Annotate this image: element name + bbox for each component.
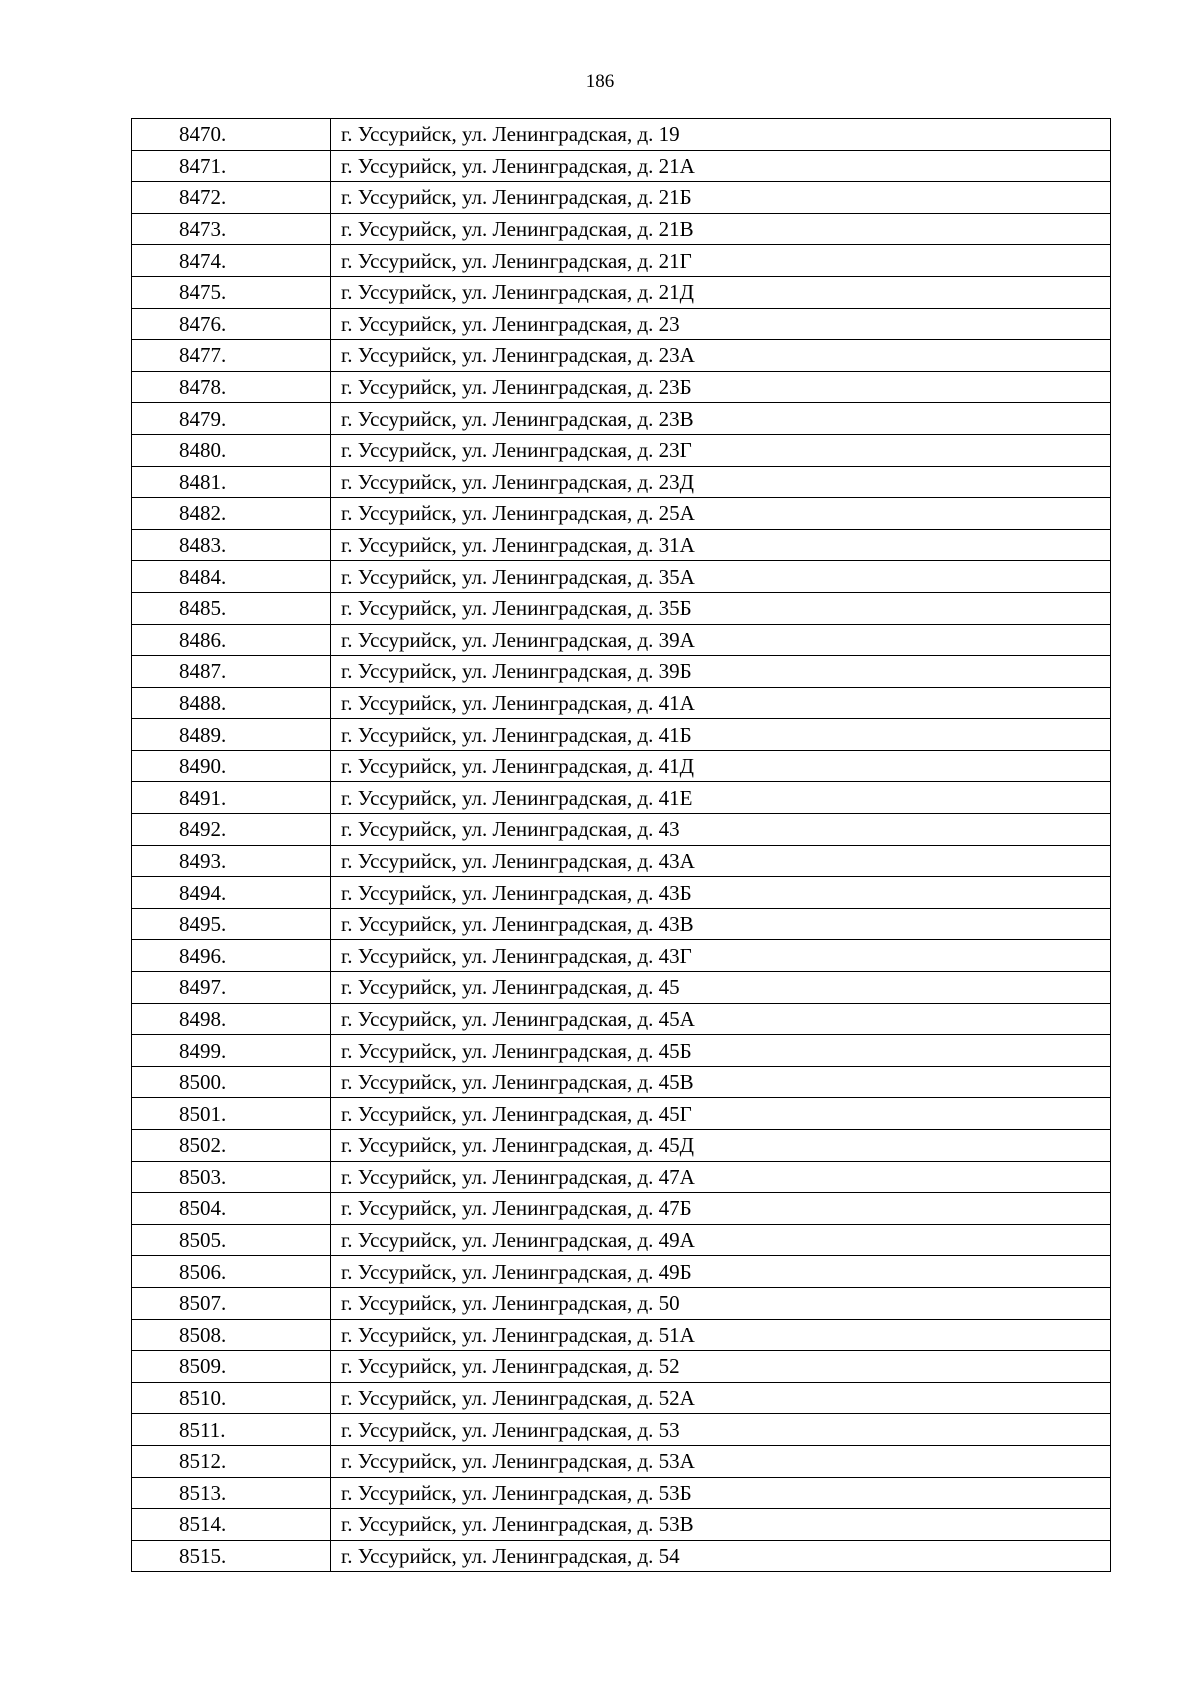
address-cell: г. Уссурийск, ул. Ленинградская, д. 39А xyxy=(331,624,1111,656)
address-cell: г. Уссурийск, ул. Ленинградская, д. 19 xyxy=(331,119,1111,151)
row-number-cell: 8481. xyxy=(132,466,331,498)
address-cell: г. Уссурийск, ул. Ленинградская, д. 41А xyxy=(331,687,1111,719)
address-cell: г. Уссурийск, ул. Ленинградская, д. 52А xyxy=(331,1382,1111,1414)
row-number-cell: 8499. xyxy=(132,1035,331,1067)
address-cell: г. Уссурийск, ул. Ленинградская, д. 45Б xyxy=(331,1035,1111,1067)
table-row xyxy=(132,750,1111,782)
table-row xyxy=(132,814,1111,846)
table-row xyxy=(132,1130,1111,1162)
table-row xyxy=(132,908,1111,940)
row-number-cell: 8510. xyxy=(132,1382,331,1414)
table-row xyxy=(132,276,1111,308)
address-cell: г. Уссурийск, ул. Ленинградская, д. 45 xyxy=(331,972,1111,1004)
table-row xyxy=(132,434,1111,466)
table-row xyxy=(132,1445,1111,1477)
row-number-cell: 8472. xyxy=(132,182,331,214)
table-row xyxy=(132,498,1111,530)
address-cell: г. Уссурийск, ул. Ленинградская, д. 43В xyxy=(331,908,1111,940)
row-number-cell: 8511. xyxy=(132,1414,331,1446)
table-row xyxy=(132,245,1111,277)
address-cell: г. Уссурийск, ул. Ленинградская, д. 25А xyxy=(331,498,1111,530)
table-row xyxy=(132,182,1111,214)
table-row xyxy=(132,1351,1111,1383)
row-number-cell: 8476. xyxy=(132,308,331,340)
row-number-cell: 8490. xyxy=(132,750,331,782)
address-cell: г. Уссурийск, ул. Ленинградская, д. 39Б xyxy=(331,656,1111,688)
table-row xyxy=(132,213,1111,245)
address-cell: г. Уссурийск, ул. Ленинградская, д. 43А xyxy=(331,845,1111,877)
row-number-cell: 8486. xyxy=(132,624,331,656)
address-cell: г. Уссурийск, ул. Ленинградская, д. 41Е xyxy=(331,782,1111,814)
table-row xyxy=(132,1319,1111,1351)
row-number-cell: 8497. xyxy=(132,972,331,1004)
table-row xyxy=(132,1509,1111,1541)
table-row xyxy=(132,972,1111,1004)
table-row xyxy=(132,782,1111,814)
table-row xyxy=(132,1540,1111,1572)
address-cell: г. Уссурийск, ул. Ленинградская, д. 52 xyxy=(331,1351,1111,1383)
address-cell: г. Уссурийск, ул. Ленинградская, д. 45А xyxy=(331,1003,1111,1035)
address-cell: г. Уссурийск, ул. Ленинградская, д. 43Г xyxy=(331,940,1111,972)
row-number-cell: 8514. xyxy=(132,1509,331,1541)
address-cell: г. Уссурийск, ул. Ленинградская, д. 45В xyxy=(331,1066,1111,1098)
table-row xyxy=(132,1382,1111,1414)
table-row xyxy=(132,371,1111,403)
address-cell: г. Уссурийск, ул. Ленинградская, д. 49Б xyxy=(331,1256,1111,1288)
address-cell: г. Уссурийск, ул. Ленинградская, д. 23А xyxy=(331,340,1111,372)
address-cell: г. Уссурийск, ул. Ленинградская, д. 45Г xyxy=(331,1098,1111,1130)
row-number-cell: 8483. xyxy=(132,529,331,561)
table-row xyxy=(132,1193,1111,1225)
address-cell: г. Уссурийск, ул. Ленинградская, д. 50 xyxy=(331,1287,1111,1319)
table-row xyxy=(132,877,1111,909)
table-row xyxy=(132,466,1111,498)
address-cell: г. Уссурийск, ул. Ленинградская, д. 45Д xyxy=(331,1130,1111,1162)
row-number-cell: 8498. xyxy=(132,1003,331,1035)
row-number-cell: 8513. xyxy=(132,1477,331,1509)
table-row xyxy=(132,1224,1111,1256)
row-number-cell: 8485. xyxy=(132,592,331,624)
row-number-cell: 8503. xyxy=(132,1161,331,1193)
address-cell: г. Уссурийск, ул. Ленинградская, д. 49А xyxy=(331,1224,1111,1256)
table-row xyxy=(132,1003,1111,1035)
table-row xyxy=(132,1414,1111,1446)
table-row xyxy=(132,656,1111,688)
address-cell: г. Уссурийск, ул. Ленинградская, д. 23Д xyxy=(331,466,1111,498)
address-cell: г. Уссурийск, ул. Ленинградская, д. 21А xyxy=(331,150,1111,182)
table-row xyxy=(132,561,1111,593)
row-number-cell: 8515. xyxy=(132,1540,331,1572)
row-number-cell: 8477. xyxy=(132,340,331,372)
table-row xyxy=(132,687,1111,719)
address-cell: г. Уссурийск, ул. Ленинградская, д. 21Д xyxy=(331,276,1111,308)
table-row xyxy=(132,592,1111,624)
table-row xyxy=(132,403,1111,435)
address-cell: г. Уссурийск, ул. Ленинградская, д. 21Б xyxy=(331,182,1111,214)
row-number-cell: 8506. xyxy=(132,1256,331,1288)
address-cell: г. Уссурийск, ул. Ленинградская, д. 35А xyxy=(331,561,1111,593)
address-cell: г. Уссурийск, ул. Ленинградская, д. 53А xyxy=(331,1445,1111,1477)
address-cell: г. Уссурийск, ул. Ленинградская, д. 23Б xyxy=(331,371,1111,403)
address-cell: г. Уссурийск, ул. Ленинградская, д. 47Б xyxy=(331,1193,1111,1225)
table-row xyxy=(132,150,1111,182)
address-cell: г. Уссурийск, ул. Ленинградская, д. 47А xyxy=(331,1161,1111,1193)
table-row xyxy=(132,1066,1111,1098)
row-number-cell: 8474. xyxy=(132,245,331,277)
table-row xyxy=(132,529,1111,561)
row-number-cell: 8482. xyxy=(132,498,331,530)
table-row xyxy=(132,1161,1111,1193)
row-number-cell: 8475. xyxy=(132,276,331,308)
row-number-cell: 8473. xyxy=(132,213,331,245)
address-cell: г. Уссурийск, ул. Ленинградская, д. 41Б xyxy=(331,719,1111,751)
address-cell: г. Уссурийск, ул. Ленинградская, д. 23 xyxy=(331,308,1111,340)
address-table-body xyxy=(132,119,1111,1572)
row-number-cell: 8491. xyxy=(132,782,331,814)
address-cell: г. Уссурийск, ул. Ленинградская, д. 31А xyxy=(331,529,1111,561)
row-number-cell: 8512. xyxy=(132,1445,331,1477)
table-row xyxy=(132,308,1111,340)
row-number-cell: 8502. xyxy=(132,1130,331,1162)
address-table xyxy=(131,118,1111,1572)
table-row xyxy=(132,845,1111,877)
table-row xyxy=(132,340,1111,372)
row-number-cell: 8495. xyxy=(132,908,331,940)
address-cell: г. Уссурийск, ул. Ленинградская, д. 21В xyxy=(331,213,1111,245)
table-row xyxy=(132,1098,1111,1130)
table-row xyxy=(132,1477,1111,1509)
page-number: 186 xyxy=(585,71,615,92)
table-row xyxy=(132,1035,1111,1067)
table-row xyxy=(132,719,1111,751)
address-cell: г. Уссурийск, ул. Ленинградская, д. 53 xyxy=(331,1414,1111,1446)
row-number-cell: 8508. xyxy=(132,1319,331,1351)
row-number-cell: 8478. xyxy=(132,371,331,403)
address-cell: г. Уссурийск, ул. Ленинградская, д. 35Б xyxy=(331,592,1111,624)
address-cell: г. Уссурийск, ул. Ленинградская, д. 53Б xyxy=(331,1477,1111,1509)
row-number-cell: 8471. xyxy=(132,150,331,182)
row-number-cell: 8505. xyxy=(132,1224,331,1256)
row-number-cell: 8484. xyxy=(132,561,331,593)
row-number-cell: 8496. xyxy=(132,940,331,972)
table-row xyxy=(132,1256,1111,1288)
address-cell: г. Уссурийск, ул. Ленинградская, д. 43Б xyxy=(331,877,1111,909)
row-number-cell: 8494. xyxy=(132,877,331,909)
row-number-cell: 8500. xyxy=(132,1066,331,1098)
address-cell: г. Уссурийск, ул. Ленинградская, д. 53В xyxy=(331,1509,1111,1541)
row-number-cell: 8487. xyxy=(132,656,331,688)
row-number-cell: 8501. xyxy=(132,1098,331,1130)
row-number-cell: 8504. xyxy=(132,1193,331,1225)
address-cell: г. Уссурийск, ул. Ленинградская, д. 54 xyxy=(331,1540,1111,1572)
table-row xyxy=(132,940,1111,972)
row-number-cell: 8470. xyxy=(132,119,331,151)
address-cell: г. Уссурийск, ул. Ленинградская, д. 21Г xyxy=(331,245,1111,277)
table-row xyxy=(132,1287,1111,1319)
row-number-cell: 8492. xyxy=(132,814,331,846)
row-number-cell: 8488. xyxy=(132,687,331,719)
address-cell: г. Уссурийск, ул. Ленинградская, д. 43 xyxy=(331,814,1111,846)
table-row xyxy=(132,119,1111,151)
row-number-cell: 8507. xyxy=(132,1287,331,1319)
row-number-cell: 8489. xyxy=(132,719,331,751)
row-number-cell: 8480. xyxy=(132,434,331,466)
address-cell: г. Уссурийск, ул. Ленинградская, д. 23Г xyxy=(331,434,1111,466)
address-cell: г. Уссурийск, ул. Ленинградская, д. 51А xyxy=(331,1319,1111,1351)
row-number-cell: 8479. xyxy=(132,403,331,435)
address-cell: г. Уссурийск, ул. Ленинградская, д. 41Д xyxy=(331,750,1111,782)
row-number-cell: 8493. xyxy=(132,845,331,877)
address-cell: г. Уссурийск, ул. Ленинградская, д. 23В xyxy=(331,403,1111,435)
row-number-cell: 8509. xyxy=(132,1351,331,1383)
table-row xyxy=(132,624,1111,656)
